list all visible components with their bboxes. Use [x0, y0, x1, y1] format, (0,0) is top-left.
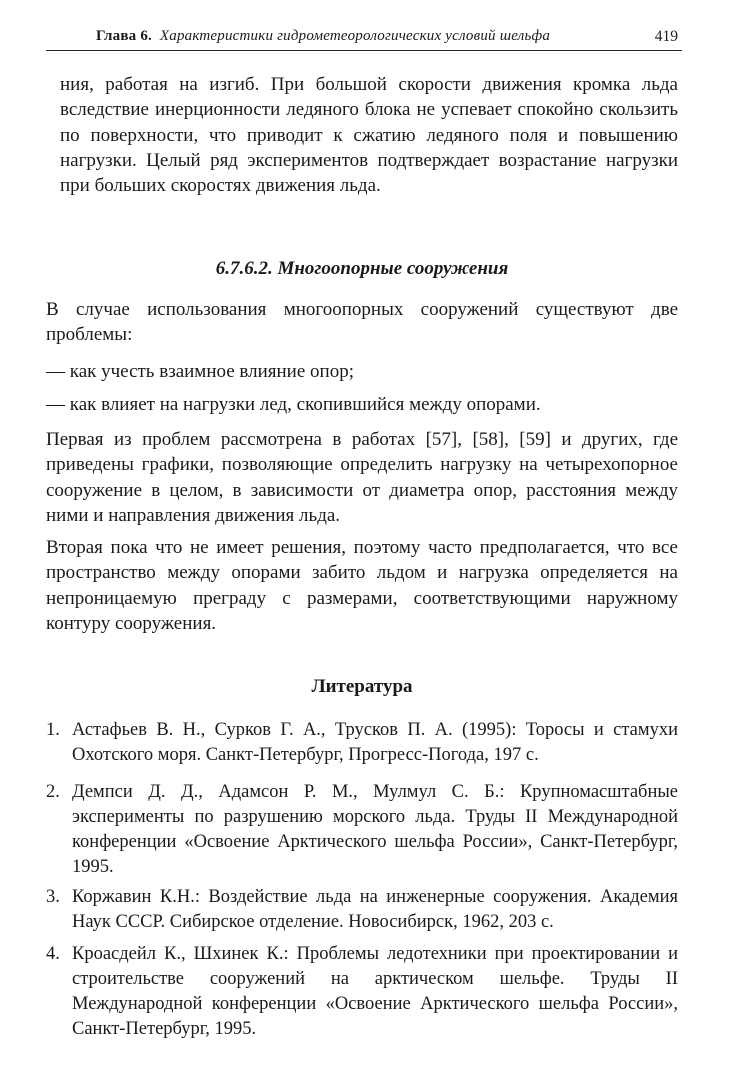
- body-paragraph: Вторая пока что не имеет решения, поэтому часто предполагается, что все пространство между опорами забито льдом и нагрузка определяется на непроницаемую преграду с размерами, соответствующими наружному контуру сооружения.: [46, 537, 678, 634]
- list-item: — как влияет на нагрузки лед, скопившийся между опорами.: [46, 394, 541, 415]
- reference-number: 2.: [46, 782, 60, 802]
- reference-text: Коржавин К.Н.: Воздействие льда на инженерные сооружения. Академия Наук СССР. Сибирское отделение. Новосибирск, 1962, 203 с.: [72, 887, 678, 932]
- section-lead-paragraph: В случае использования многоопорных сооружений существуют две проблемы:: [46, 299, 678, 346]
- reference-text: Демпси Д. Д., Адамсон Р. М., Мулмул С. Б.: Крупномасштабные эксперименты по разрушению морского льда. Труды II Международной конференции «Освоение Арктического шельфа России», Санкт-Петербург, 1995.: [72, 782, 678, 877]
- running-header: [46, 26, 682, 51]
- subsection-title: 6.7.6.2. Многоопорные сооружения: [215, 258, 509, 279]
- reference-text: Астафьев В. Н., Сурков Г. А., Трусков П. А. (1995): Торосы и стамухи Охотского моря. Санкт-Петербург, Прогресс-Погода, 197 с.: [72, 720, 678, 765]
- chapter-label: Глава 6.: [96, 28, 152, 44]
- chapter-heading: [96, 28, 550, 45]
- reference-number: 1.: [46, 720, 60, 740]
- reference-number: 4.: [46, 944, 60, 964]
- chapter-title: Характеристики гидрометеорологических условий шельфа: [159, 28, 551, 44]
- list-item: — как учесть взаимное влияние опор;: [46, 361, 354, 382]
- intro-paragraph: ния, работая на изгиб. При большой скорости движения кромка льда вследствие инерционности ледяного блока не успевает спокойно скользить по поверхности, что приводит к сжатию ледяного поля и повышению нагрузки. Целый ряд экспериментов подтверждает возрастание нагрузки при больших скоростях движения льда.: [60, 74, 678, 197]
- reference-number: 3.: [46, 887, 60, 907]
- reference-text: Кроасдейл К., Шхинек К.: Проблемы ледотехники при проектировании и строительстве сооружений на арктическом шельфе. Труды II Международной конференции «Освоение Арктического шельфа России», Санкт-Петербург, 1995.: [72, 944, 678, 1039]
- page-number: 419: [654, 28, 678, 45]
- body-paragraph: Первая из проблем рассмотрена в работах [57], [58], [59] и других, где приведены графики, позволяющие определить нагрузку на четырехопорное сооружение в целом, в зависимости от диаметра опор, расстояния между ними и направления движения льда.: [46, 429, 678, 526]
- literature-heading: Литература: [311, 676, 413, 697]
